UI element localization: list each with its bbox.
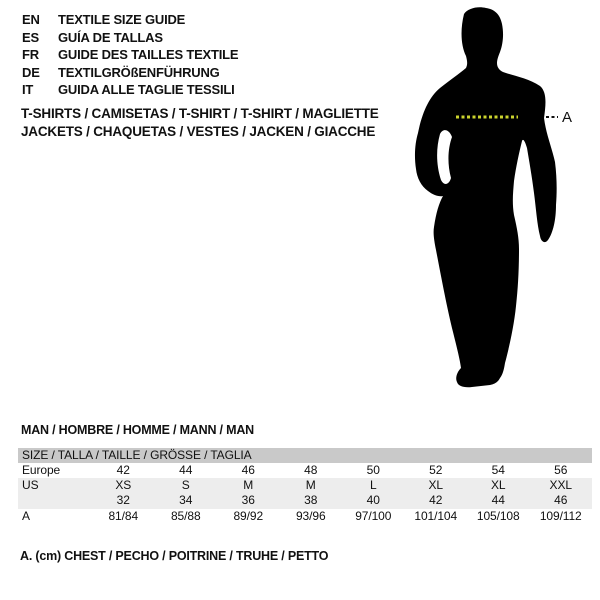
size-cell: 46 <box>241 463 255 477</box>
language-row <box>22 46 238 64</box>
size-cell: M <box>243 478 254 493</box>
size-cell: 48 <box>304 463 318 477</box>
language-title: GUÍA DE TALLAS <box>58 29 163 45</box>
language-code: EN <box>22 12 40 27</box>
language-row <box>22 81 238 99</box>
row-label <box>18 493 92 508</box>
size-cell: 81/84 <box>108 508 139 523</box>
size-cell: 56 <box>554 463 568 477</box>
table-row-numeric <box>18 493 592 508</box>
size-table-header: SIZE / TALLA / TAILLE / GRÖSSE / TAGLIA <box>18 448 592 463</box>
size-cell: 34 <box>179 493 193 508</box>
size-cell: 93/96 <box>295 508 326 523</box>
category-line-tshirts: T-SHIRTS / CAMISETAS / T-SHIRT / T-SHIRT / MAGLIETTE <box>21 106 379 121</box>
size-cell: 42 <box>429 493 443 508</box>
man-silhouette-figure <box>400 0 600 400</box>
size-cell: 46 <box>554 493 568 508</box>
size-cell: M <box>305 478 316 493</box>
language-title: TEXTILE SIZE GUIDE <box>58 12 186 27</box>
language-code: ES <box>22 29 39 45</box>
size-cell: 36 <box>241 493 255 508</box>
size-cell: 105/108 <box>476 508 520 523</box>
size-cell: 89/92 <box>233 508 264 523</box>
measurement-footnote: A. (cm) CHEST / PECHO / POITRINE / TRUHE / PETTO <box>20 549 329 563</box>
language-code: FR <box>22 47 39 62</box>
language-row <box>22 64 238 82</box>
table-row-us <box>18 478 592 493</box>
size-cell: 44 <box>179 463 193 477</box>
language-code: DE <box>22 64 40 80</box>
gender-title: MAN / HOMBRE / HOMME / MANN / MAN <box>21 423 254 437</box>
size-cell: 44 <box>491 493 505 508</box>
garment-categories <box>21 105 379 141</box>
size-cell: XL <box>428 478 443 493</box>
table-row-chest-cm <box>18 509 592 524</box>
size-cell: 97/100 <box>355 508 392 523</box>
size-cell: 52 <box>429 463 443 477</box>
size-cell: S <box>181 478 190 493</box>
language-code: IT <box>22 82 34 97</box>
size-cell: 50 <box>366 463 380 477</box>
size-cell: 85/88 <box>170 508 201 523</box>
size-cell: 54 <box>491 463 505 477</box>
language-list <box>22 11 238 99</box>
size-cell: XL <box>491 478 506 493</box>
row-label: Europe <box>22 463 61 477</box>
size-cell: XS <box>115 478 132 493</box>
table-row-europe <box>18 463 592 478</box>
size-cell: L <box>369 478 377 493</box>
size-cell: XXL <box>549 478 572 493</box>
language-title: GUIDA ALLE TAGLIE TESSILI <box>58 82 235 97</box>
size-cell: 40 <box>366 493 380 508</box>
size-table <box>18 448 592 524</box>
language-title: GUIDE DES TAILLES TEXTILE <box>58 47 239 62</box>
man-silhouette <box>415 7 557 387</box>
size-cell: 32 <box>116 493 130 508</box>
language-title: TEXTILGRÖßENFÜHRUNG <box>58 64 220 80</box>
row-label: A <box>22 508 30 523</box>
row-label: US <box>22 478 39 493</box>
size-cell: 109/112 <box>539 508 582 523</box>
language-row <box>22 29 238 47</box>
size-cell: 38 <box>304 493 318 508</box>
language-row <box>22 11 238 29</box>
category-line-jackets: JACKETS / CHAQUETAS / VESTES / JACKEN / GIACCHE <box>21 124 376 139</box>
size-cell: 42 <box>116 463 130 477</box>
size-cell: 101/104 <box>414 508 458 523</box>
measure-label-a: A <box>562 109 573 126</box>
